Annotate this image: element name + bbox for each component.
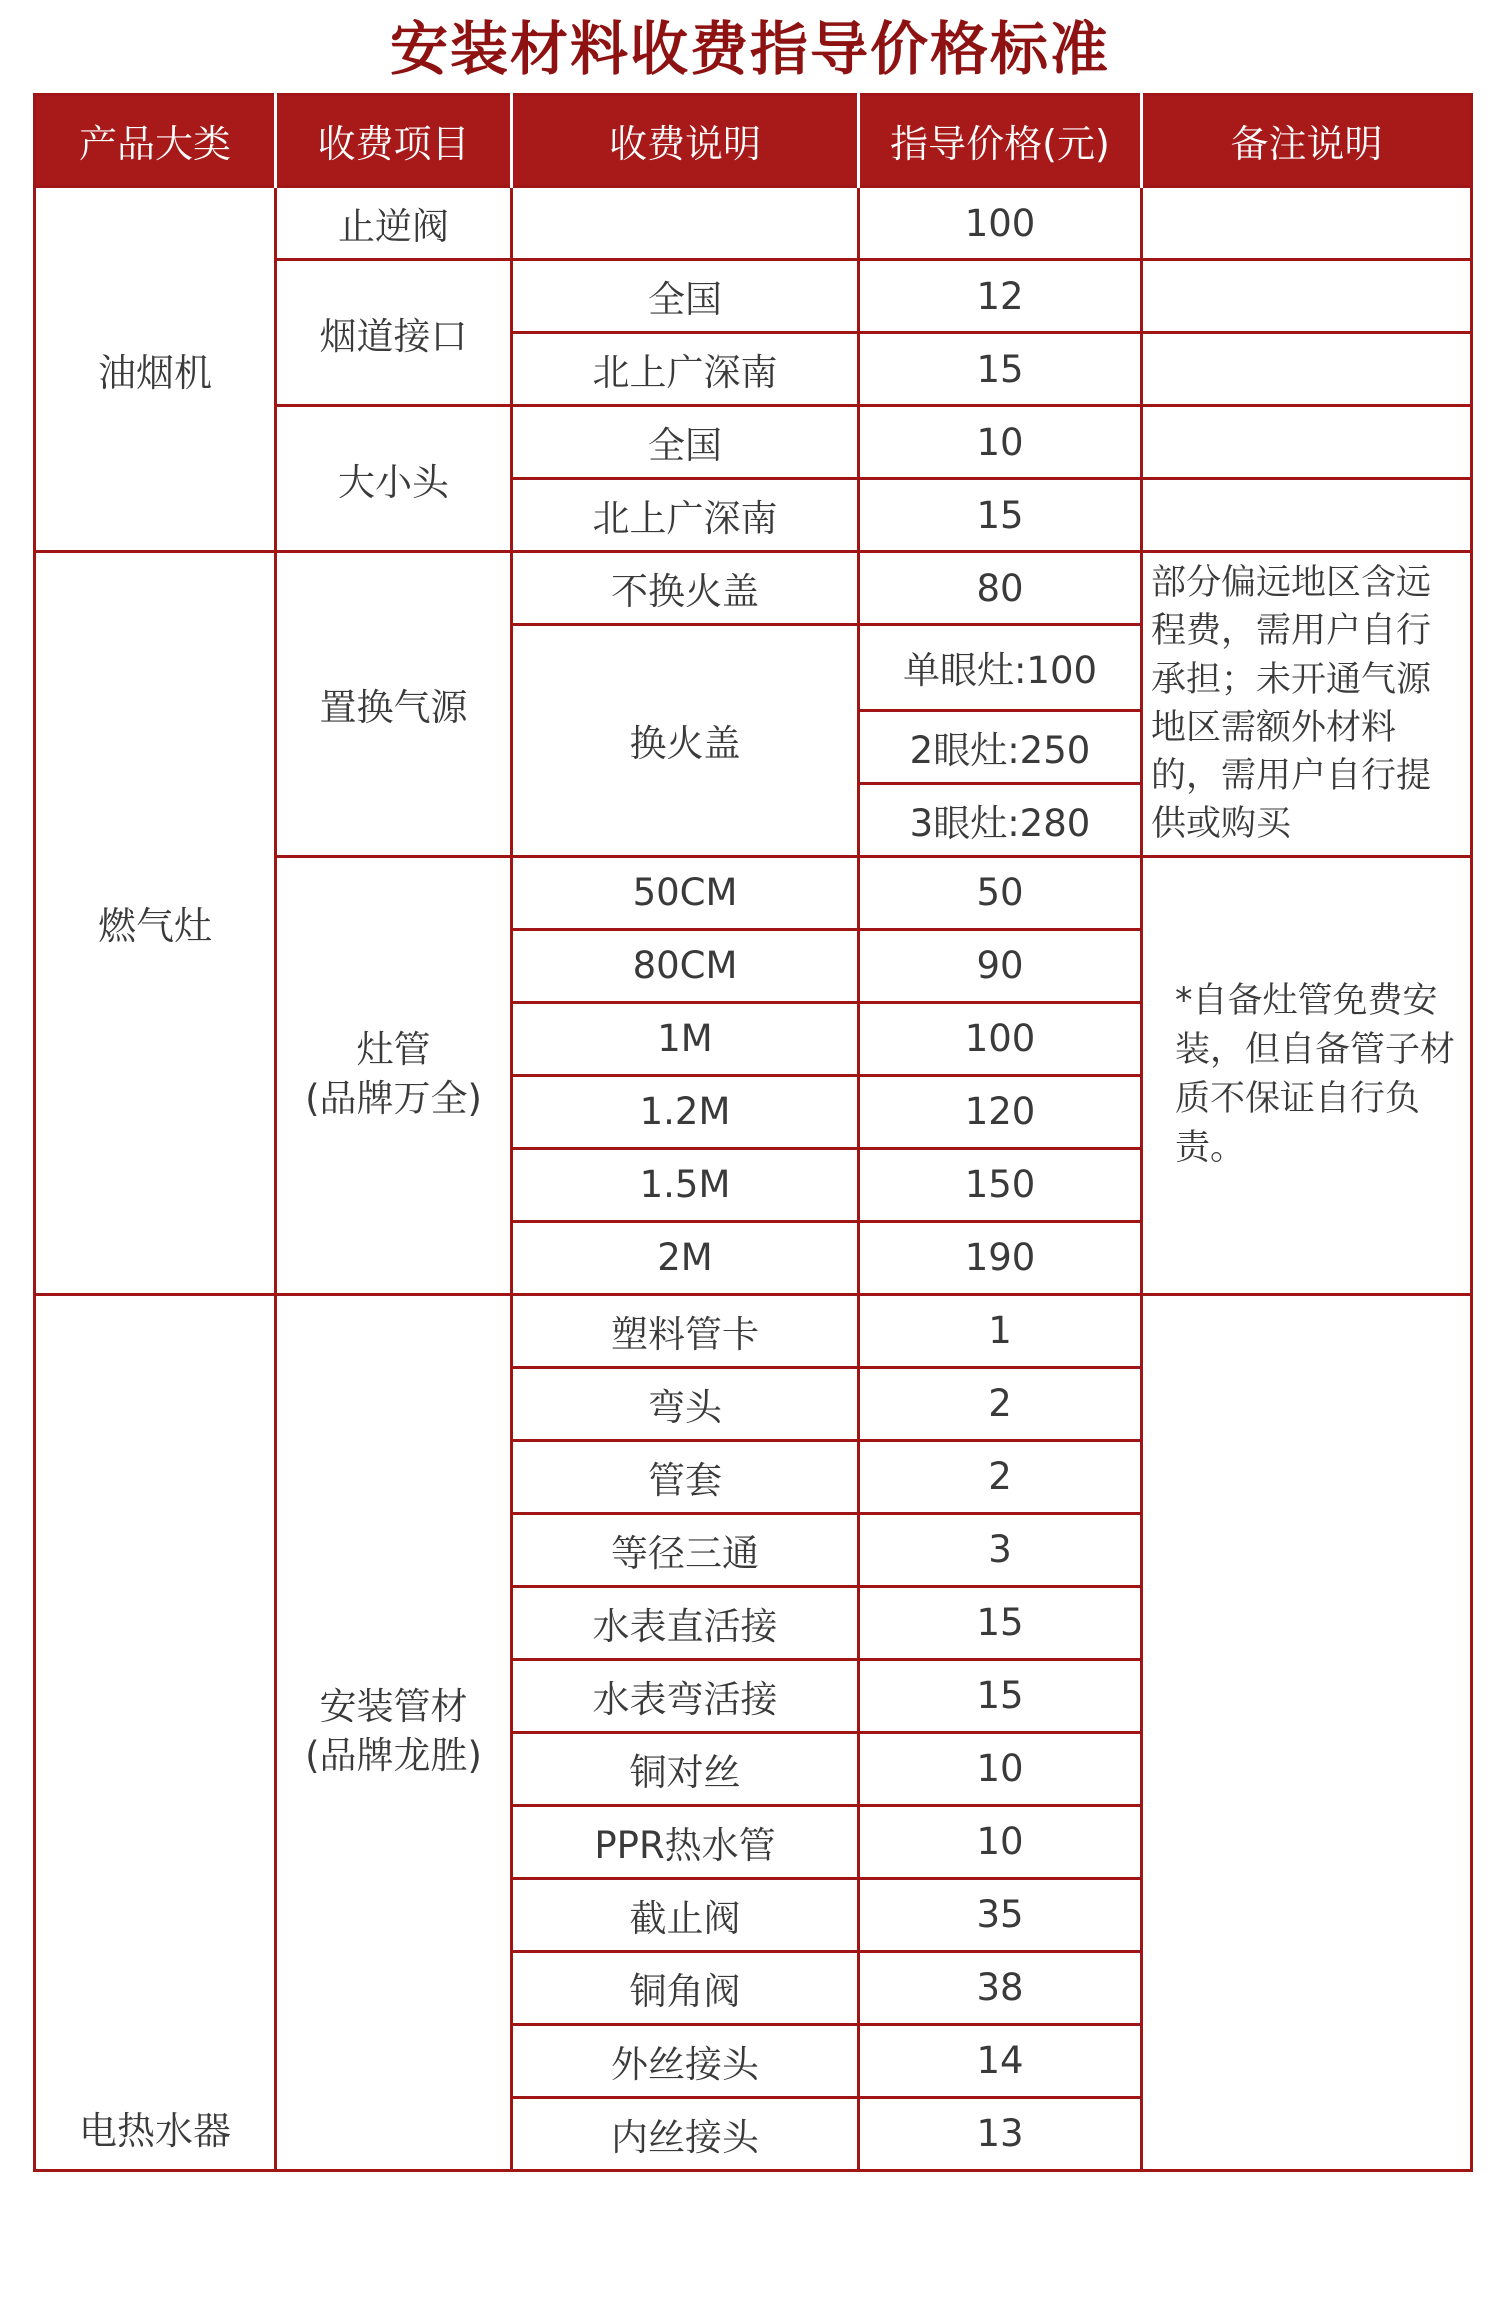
description-cell: 管套 bbox=[512, 1440, 859, 1513]
price-cell: 100 bbox=[859, 187, 1142, 260]
description-cell: 50CM bbox=[512, 856, 859, 929]
item-cell: 止逆阀 bbox=[276, 187, 512, 260]
category-cell: 油烟机 bbox=[35, 187, 276, 552]
item-cell bbox=[276, 856, 512, 1294]
header-category: 产品大类 bbox=[35, 95, 276, 187]
description-cell: 铜角阀 bbox=[512, 1951, 859, 2024]
price-cell: 100 bbox=[859, 1002, 1142, 1075]
header-description: 收费说明 bbox=[512, 95, 859, 187]
description-cell: 塑料管卡 bbox=[512, 1294, 859, 1367]
price-cell: 12 bbox=[859, 260, 1142, 333]
price-cell: 38 bbox=[859, 1951, 1142, 2024]
description-cell: PPR热水管 bbox=[512, 1805, 859, 1878]
price-cell: 50 bbox=[859, 856, 1142, 929]
remarks-cell bbox=[1142, 187, 1472, 260]
price-cell: 2眼灶:250 bbox=[859, 710, 1142, 783]
table-row bbox=[35, 552, 1472, 625]
price-cell: 35 bbox=[859, 1878, 1142, 1951]
remarks-cell: *自备灶管免费安装，但自备管子材质不保证自行负责。 bbox=[1142, 856, 1472, 1294]
header-item: 收费项目 bbox=[276, 95, 512, 187]
description-cell: 水表弯活接 bbox=[512, 1659, 859, 1732]
description-cell: 铜对丝 bbox=[512, 1732, 859, 1805]
description-cell: 全国 bbox=[512, 260, 859, 333]
header-price: 指导价格(元) bbox=[859, 95, 1142, 187]
item-brand: (品牌万全) bbox=[305, 1077, 482, 1121]
remarks-cell: 部分偏远地区含远程费，需用户自行承担；未开通气源地区需额外材料的，需用户自行提供或购买 bbox=[1142, 552, 1472, 857]
category-cell: 电热水器 bbox=[35, 1294, 276, 2170]
price-cell: 2 bbox=[859, 1440, 1142, 1513]
description-cell: 截止阀 bbox=[512, 1878, 859, 1951]
item-cell: 烟道接口 bbox=[276, 260, 512, 406]
price-cell: 120 bbox=[859, 1075, 1142, 1148]
description-cell: 1M bbox=[512, 1002, 859, 1075]
remarks-cell bbox=[1142, 406, 1472, 479]
price-cell: 90 bbox=[859, 929, 1142, 1002]
header-remarks: 备注说明 bbox=[1142, 95, 1472, 187]
price-cell: 15 bbox=[859, 1586, 1142, 1659]
description-cell bbox=[512, 187, 859, 260]
table-row bbox=[35, 187, 1472, 260]
category-cell: 燃气灶 bbox=[35, 552, 276, 1295]
remarks-cell bbox=[1142, 479, 1472, 552]
price-cell: 10 bbox=[859, 406, 1142, 479]
description-cell: 水表直活接 bbox=[512, 1586, 859, 1659]
description-cell: 2M bbox=[512, 1221, 859, 1294]
item-line: 灶管 bbox=[356, 1028, 431, 1072]
description-cell: 北上广深南 bbox=[512, 479, 859, 552]
price-cell: 150 bbox=[859, 1148, 1142, 1221]
price-cell: 10 bbox=[859, 1805, 1142, 1878]
description-cell: 全国 bbox=[512, 406, 859, 479]
price-cell: 14 bbox=[859, 2024, 1142, 2097]
price-cell: 单眼灶:100 bbox=[859, 625, 1142, 711]
description-cell: 内丝接头 bbox=[512, 2097, 859, 2170]
price-cell: 13 bbox=[859, 2097, 1142, 2170]
table-header-row bbox=[35, 95, 1472, 187]
table-row bbox=[35, 1294, 1472, 1367]
price-cell: 15 bbox=[859, 1659, 1142, 1732]
description-cell: 80CM bbox=[512, 929, 859, 1002]
price-cell: 3 bbox=[859, 1513, 1142, 1586]
price-cell: 3眼灶:280 bbox=[859, 783, 1142, 856]
remarks-cell bbox=[1142, 333, 1472, 406]
description-cell: 1.2M bbox=[512, 1075, 859, 1148]
price-cell: 15 bbox=[859, 479, 1142, 552]
price-cell: 15 bbox=[859, 333, 1142, 406]
price-cell: 1 bbox=[859, 1294, 1142, 1367]
price-cell: 80 bbox=[859, 552, 1142, 625]
item-cell bbox=[276, 1294, 512, 2170]
description-cell: 不换火盖 bbox=[512, 552, 859, 625]
description-cell: 换火盖 bbox=[512, 625, 859, 857]
page-title: 安装材料收费指导价格标准 bbox=[389, 15, 1110, 83]
price-cell: 10 bbox=[859, 1732, 1142, 1805]
description-cell: 1.5M bbox=[512, 1148, 859, 1221]
description-cell: 外丝接头 bbox=[512, 2024, 859, 2097]
item-cell: 置换气源 bbox=[276, 552, 512, 857]
item-line: 安装管材 bbox=[319, 1685, 468, 1729]
price-cell: 2 bbox=[859, 1367, 1142, 1440]
description-cell: 等径三通 bbox=[512, 1513, 859, 1586]
remarks-cell bbox=[1142, 260, 1472, 333]
item-brand: (品牌龙胜) bbox=[305, 1734, 482, 1778]
description-cell: 弯头 bbox=[512, 1367, 859, 1440]
price-cell: 190 bbox=[859, 1221, 1142, 1294]
remarks-cell bbox=[1142, 1294, 1472, 2170]
item-cell: 大小头 bbox=[276, 406, 512, 552]
price-table bbox=[33, 93, 1473, 2172]
description-cell: 北上广深南 bbox=[512, 333, 859, 406]
